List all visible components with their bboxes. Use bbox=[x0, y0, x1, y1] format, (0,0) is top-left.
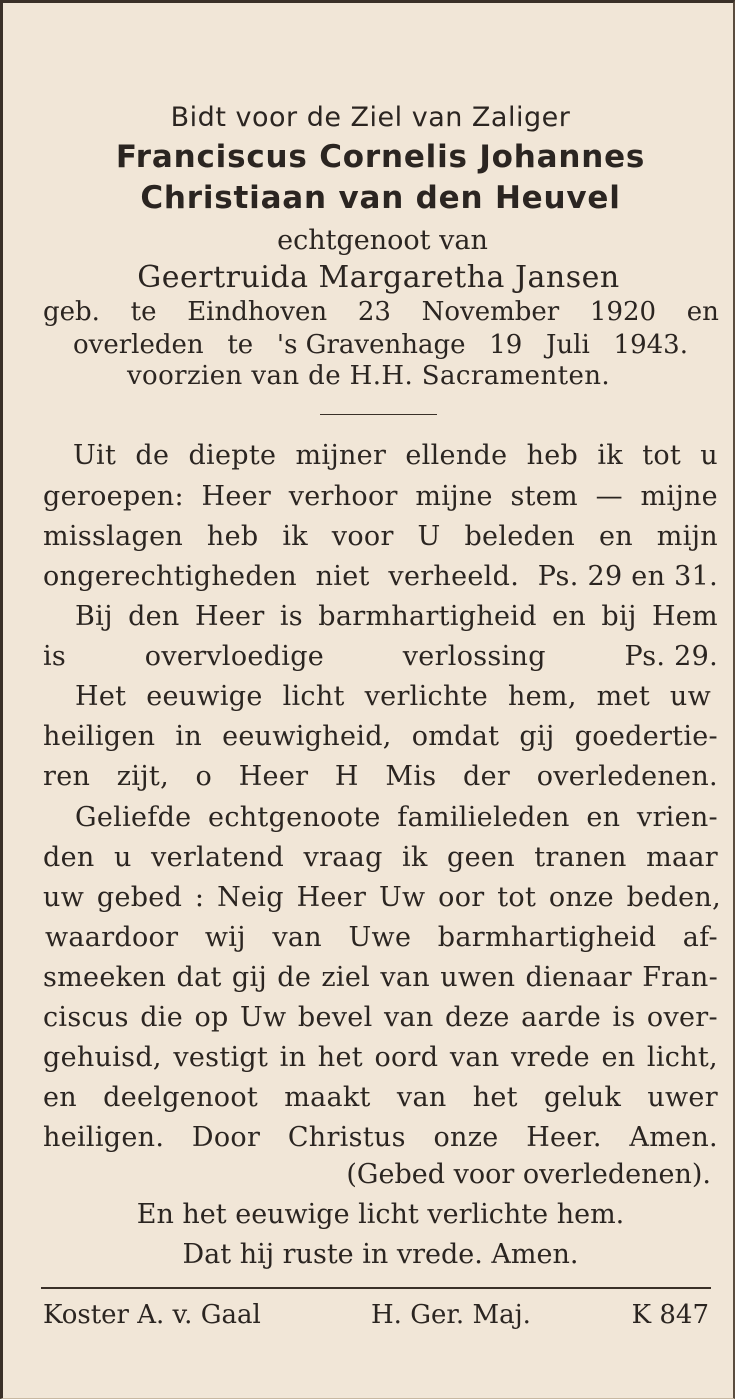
word: het bbox=[472, 1082, 518, 1113]
word: der bbox=[463, 761, 511, 792]
word: oor bbox=[438, 882, 485, 913]
word: maakt bbox=[284, 1082, 371, 1113]
deceased-name-line2: Christiaan van den Heuvel bbox=[140, 180, 621, 216]
word: tot bbox=[497, 882, 537, 913]
word: uw bbox=[43, 882, 85, 913]
word: Heer bbox=[238, 761, 309, 792]
word: maar bbox=[646, 842, 718, 873]
word: Uit bbox=[73, 440, 117, 471]
word: 1920 bbox=[589, 297, 657, 327]
word: geen bbox=[447, 842, 515, 873]
word: licht bbox=[282, 681, 345, 712]
word: u bbox=[113, 842, 132, 873]
word: Heer. bbox=[526, 1122, 602, 1153]
word: tot bbox=[642, 440, 682, 471]
word: misslagen bbox=[43, 521, 184, 552]
word: in bbox=[279, 1042, 307, 1073]
word: barmhartigheid bbox=[318, 601, 537, 632]
p2-line-2 bbox=[43, 641, 718, 672]
word: mijne bbox=[415, 481, 493, 512]
word: U bbox=[417, 521, 441, 552]
word: H bbox=[334, 761, 359, 792]
word: Heer bbox=[194, 601, 265, 632]
word: vrien- bbox=[636, 802, 718, 833]
word: Eindhoven bbox=[187, 297, 328, 327]
word: Door bbox=[191, 1122, 261, 1153]
word: licht, bbox=[646, 1042, 718, 1073]
p4-line-5 bbox=[43, 962, 718, 993]
word: wij bbox=[204, 922, 246, 953]
p4-line-2 bbox=[43, 842, 718, 873]
word: de bbox=[277, 962, 312, 993]
p4-line-4 bbox=[45, 922, 718, 953]
word: verlossing bbox=[402, 641, 546, 672]
word: goedertie- bbox=[574, 721, 718, 752]
p1-line-1 bbox=[73, 440, 718, 471]
word: gij bbox=[231, 962, 268, 993]
word: beden, bbox=[626, 882, 721, 913]
word: diepte bbox=[188, 440, 277, 471]
p4-line-9 bbox=[43, 1122, 718, 1153]
word: Uw bbox=[240, 1002, 287, 1033]
word: die bbox=[140, 1002, 184, 1033]
p3-line-2 bbox=[43, 721, 718, 752]
word: Juli bbox=[546, 330, 590, 360]
word: Neig bbox=[217, 882, 284, 913]
word: o bbox=[195, 761, 213, 792]
word: en bbox=[43, 1082, 77, 1113]
word: vestigt bbox=[173, 1042, 269, 1073]
word: Heer bbox=[296, 882, 367, 913]
word: ren bbox=[43, 761, 91, 792]
prayer-source: (Gebed voor overledenen). bbox=[346, 1159, 711, 1190]
word: is bbox=[43, 641, 67, 672]
word: Het bbox=[75, 681, 127, 712]
word: is bbox=[279, 601, 303, 632]
p3-line-1 bbox=[75, 681, 711, 712]
word: Geliefde bbox=[75, 802, 192, 833]
word: en bbox=[598, 521, 633, 552]
word: oord bbox=[374, 1042, 439, 1073]
p4-line-6 bbox=[43, 1002, 718, 1033]
word: in bbox=[175, 721, 203, 752]
p2-line-1 bbox=[75, 601, 718, 632]
word: mijner bbox=[295, 440, 387, 471]
word: Uw bbox=[378, 882, 426, 913]
word: geb. bbox=[43, 297, 100, 327]
sacraments-line: voorzien van de H.H. Sacramenten. bbox=[126, 361, 611, 391]
word: de bbox=[135, 440, 170, 471]
word: geroepen: bbox=[43, 481, 184, 512]
death-line bbox=[73, 330, 688, 360]
word: van bbox=[383, 1002, 434, 1033]
word: ik bbox=[282, 521, 308, 552]
word: te bbox=[227, 330, 254, 360]
word: overvloedige bbox=[144, 641, 325, 672]
word: voor bbox=[331, 521, 394, 552]
word: u bbox=[700, 440, 718, 471]
word: dat bbox=[176, 962, 222, 993]
word: onze bbox=[548, 882, 614, 913]
p1-line-3 bbox=[43, 521, 718, 552]
word: zijt, bbox=[116, 761, 169, 792]
word: 19 bbox=[489, 330, 523, 360]
word: dienaar bbox=[525, 962, 633, 993]
printer-name: Koster A. v. Gaal bbox=[43, 1300, 261, 1330]
closing-line-1: En het eeuwige licht verlichte hem. bbox=[136, 1199, 625, 1230]
word: ongerechtigheden bbox=[43, 561, 297, 592]
word: echtgenoote bbox=[208, 802, 381, 833]
word: Ps. 29 en 31. bbox=[537, 561, 718, 592]
word: familieleden bbox=[397, 802, 570, 833]
p4-line-1 bbox=[75, 802, 718, 833]
p4-line-8 bbox=[43, 1082, 718, 1113]
word: verhoor bbox=[288, 481, 398, 512]
p1-line-4 bbox=[43, 561, 718, 592]
word: het bbox=[317, 1042, 363, 1073]
word: Ps. 29. bbox=[624, 641, 718, 672]
word: Fran- bbox=[642, 962, 718, 993]
word: hem, bbox=[507, 681, 577, 712]
word: : bbox=[194, 882, 205, 913]
word: omdat bbox=[411, 721, 500, 752]
word: van bbox=[272, 922, 322, 953]
word: Uwe bbox=[348, 922, 412, 953]
word: verheeld. bbox=[388, 561, 520, 592]
word: van bbox=[449, 1042, 500, 1073]
word: stem bbox=[510, 481, 578, 512]
word: en bbox=[586, 802, 621, 833]
word: verlatend bbox=[151, 842, 285, 873]
word: eeuwigheid, bbox=[222, 721, 392, 752]
closing-line-2: Dat hij ruste in vrede. Amen. bbox=[182, 1239, 579, 1270]
publisher-name: H. Ger. Maj. bbox=[371, 1300, 531, 1330]
word: waardoor bbox=[45, 922, 179, 953]
footer-divider bbox=[41, 1287, 711, 1289]
word: 1943. bbox=[613, 330, 688, 360]
word: gehuisd, bbox=[43, 1042, 162, 1073]
word: heiligen. bbox=[43, 1122, 165, 1153]
word: onze bbox=[433, 1122, 499, 1153]
word: gebed bbox=[96, 882, 183, 913]
word: mijn bbox=[656, 521, 718, 552]
word: mijne bbox=[640, 481, 718, 512]
word: smeeken bbox=[43, 962, 167, 993]
word: eeuwige bbox=[146, 681, 263, 712]
word: te bbox=[130, 297, 157, 327]
header-divider bbox=[320, 414, 437, 415]
word: van bbox=[396, 1082, 447, 1113]
word: Amen. bbox=[629, 1122, 718, 1153]
p3-line-3 bbox=[43, 761, 718, 792]
word: gij bbox=[519, 721, 555, 752]
p4-line-7 bbox=[43, 1042, 718, 1073]
word: ciscus bbox=[43, 1002, 129, 1033]
word: Hem bbox=[651, 601, 718, 632]
word: — bbox=[595, 481, 623, 512]
word: deelgenoot bbox=[103, 1082, 259, 1113]
p4-line-3 bbox=[43, 882, 721, 913]
p1-line-2 bbox=[43, 481, 718, 512]
word: met bbox=[596, 681, 650, 712]
word: beleden bbox=[464, 521, 576, 552]
word: en bbox=[686, 297, 719, 327]
word: verlichte bbox=[364, 681, 489, 712]
word: 23 bbox=[357, 297, 391, 327]
word: op bbox=[194, 1002, 229, 1033]
word: vrede bbox=[511, 1042, 590, 1073]
word: heiligen bbox=[43, 721, 156, 752]
word: en bbox=[552, 601, 587, 632]
deceased-name-line1: Franciscus Cornelis Johannes bbox=[115, 139, 646, 175]
word: bevel bbox=[297, 1002, 373, 1033]
word: vraag bbox=[303, 842, 383, 873]
word: den bbox=[128, 601, 180, 632]
word: ellende bbox=[405, 440, 508, 471]
word: aarde bbox=[521, 1002, 601, 1033]
word: is bbox=[612, 1002, 636, 1033]
word: ziel bbox=[321, 962, 371, 993]
word: overleden bbox=[73, 330, 204, 360]
spouse-intro: echtgenoot van bbox=[277, 225, 488, 256]
card-code: K 847 bbox=[631, 1300, 709, 1330]
word: ik bbox=[402, 842, 428, 873]
word: November bbox=[421, 297, 560, 327]
word: 's Gravenhage bbox=[276, 330, 466, 360]
word: over- bbox=[646, 1002, 718, 1033]
word: barmhartigheid bbox=[437, 922, 657, 953]
word: Mis bbox=[385, 761, 437, 792]
word: uwen bbox=[440, 962, 516, 993]
spouse-name: Geertruida Margaretha Jansen bbox=[137, 260, 620, 295]
word: bij bbox=[601, 601, 637, 632]
word: heb bbox=[526, 440, 579, 471]
word: uwer bbox=[647, 1082, 718, 1113]
word: Heer bbox=[201, 481, 272, 512]
word: den bbox=[43, 842, 95, 873]
word: en bbox=[601, 1042, 636, 1073]
word: tranen bbox=[534, 842, 627, 873]
word: geluk bbox=[544, 1082, 622, 1113]
word: af- bbox=[682, 922, 718, 953]
invocation-line: Bidt voor de Ziel van Zaliger bbox=[170, 102, 571, 133]
word: deze bbox=[445, 1002, 510, 1033]
word: uw bbox=[669, 681, 711, 712]
word: niet bbox=[315, 561, 370, 592]
word: Christus bbox=[287, 1122, 406, 1153]
word: van bbox=[380, 962, 430, 993]
word: ik bbox=[597, 440, 623, 471]
word: heb bbox=[206, 521, 259, 552]
word: overledenen. bbox=[536, 761, 718, 792]
word: Bij bbox=[75, 601, 113, 632]
birth-line bbox=[43, 297, 719, 327]
